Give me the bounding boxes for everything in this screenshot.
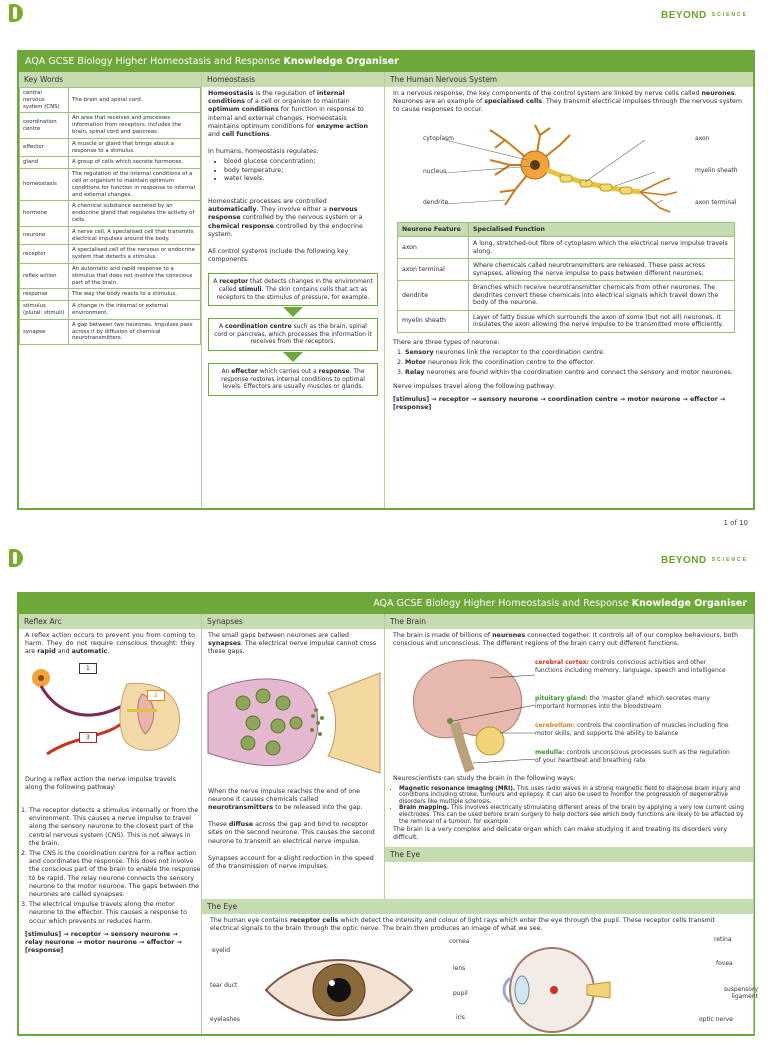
reflex-pathway-intro: During a reflex action the nerve impulse travels along the following pathway: [25, 775, 176, 791]
brain-intro: The brain is made of billions of neurones connected together. It controls all of our complex behaviours, both conscious and unconscious. The different regions of the brain carry out different functions. [393, 632, 738, 648]
table-row [20, 113, 201, 138]
brain-part-medulla: medulla: controls unconscious processes such as the regulation of your heartbeat and breathing rate [535, 749, 730, 765]
page-number: 1 of 10 [723, 519, 748, 527]
keyword-definition: A change in the internal or external environment. [69, 301, 201, 320]
pathway-intro: Nerve impulses travel along the following pathway: [393, 383, 555, 391]
neurone-feature: myelin sheath [398, 310, 469, 332]
eye-section [202, 899, 758, 1034]
eye-label: optic nerve [699, 1016, 733, 1024]
table-row [398, 281, 735, 311]
table-row [20, 245, 201, 264]
neurone-label: dendrite [423, 198, 449, 206]
table-row [20, 226, 201, 245]
brain-part-cerebellum: cerebellum: controls the coordination of muscles including fine motor skills, and supports the ability to balance [535, 722, 729, 738]
reflex-arc-diagram [19, 660, 201, 764]
table-header: Neurone Feature [398, 222, 469, 237]
brain-complex-note: The brain is a very complex and delicate organ which can make studying it and treating its disorders very difficult. [393, 826, 728, 842]
keyword-term: gland [20, 157, 69, 169]
table-header: Specialised Function [469, 222, 735, 237]
table-row [20, 157, 201, 169]
eye-label: suspensory ligament [723, 986, 758, 1001]
eye-label: eyelashes [210, 1016, 241, 1024]
keyword-term: effector [20, 138, 69, 157]
keyword-term: stimulus (plural: stimuli) [20, 301, 69, 320]
section-heading: Reflex Arc [19, 614, 201, 629]
table-row [20, 201, 201, 226]
brain-study-list [399, 786, 753, 826]
section-heading: Key Words [19, 72, 201, 87]
brain-diagram [385, 651, 753, 771]
list-item: • blood glucose concentration; [224, 158, 378, 166]
down-arrow-icon [283, 307, 303, 317]
section-heading: Synapses [202, 614, 384, 629]
brain-study-intro: Neuroscientists can study the brain in the following ways: [393, 775, 576, 783]
page-title: AQA GCSE Biology Higher Homeostasis and Response Knowledge Organiser [19, 52, 753, 72]
keyword-definition: An area that receives and processes information from receptors. Includes the brain, spinal cord and pancreas. [69, 113, 201, 138]
neurone-function: Where chemicals called neurotransmitters are released. These pass across synapses, allowing the nerve impulse to pass between different neurones. [469, 259, 735, 281]
list-item: • Brain mapping. This involves electrically stimulating different areas of the brain by applying a very low current using electrodes. This can be used before brain surgery to help doctors see which body functions are likely to be affected by the removal of a tumour, for example. [399, 805, 745, 825]
regulated-list [224, 158, 378, 183]
section-heading: The Human Nervous System [385, 72, 753, 87]
keyword-definition: A chemical substance secreted by an endocrine gland that regulates the activity of cells. [69, 201, 201, 226]
keyword-definition: A gap between two neurones. Impulses pass across it by diffusion of chemical neurotransmitters. [69, 319, 201, 344]
synapse-neurotransmitters: When the nerve impulse reaches the end of one neurone it causes chemicals called neurotransmitters to be released into the gap. [208, 787, 363, 812]
neurone-feature: dendrite [398, 281, 469, 311]
table-row [398, 237, 735, 259]
table-header-row [398, 222, 735, 237]
keyword-definition: A muscle or gland that brings about a response to a stimulus. [69, 138, 201, 157]
table-row [398, 259, 735, 281]
neurone-label: axon [695, 134, 710, 142]
reflex-step-1-badge: 1 [79, 663, 97, 674]
brain-part-cerebral-cortex: cerebral cortex: controls conscious activities and other functions including memory, language, speech and intelligence [535, 659, 726, 675]
synapses-intro: The small gaps between neurones are called synapses. The electrical nerve impulse cannot cross these gaps. [208, 632, 377, 656]
synapse-illustration [208, 668, 380, 776]
eye-diagram [202, 936, 758, 1046]
neurone-function: Branches which receive neurotransmitter chemicals from other neurones. The dendrites convert these chemicals into electrical signals which travel down the body of the neurone. [469, 281, 735, 311]
reflex-intro: A reflex action occurs to prevent you from coming to harm. They do not require conscious thought: they are rapid and automatic. [25, 632, 195, 656]
list-item: 2. The CNS is the coordination centre for a reflex action and coordinates the response. This does not involve the conscious part of the brain to enable the response to be rapid. The relay neurone connects the sensory neurone to the motor neurone. The gaps between the neurones are called synapses. [29, 850, 201, 899]
keyword-term: reflex action [20, 263, 69, 288]
neurone-label: axon terminal [695, 198, 737, 206]
table-row [20, 289, 201, 301]
eye-intro: The human eye contains receptor cells which detect the intensity and colour of light rays which enter the eye through the pupil. These receptor cells transmit electrical signals to the brain through the optic nerve. The brain then produces an image of what we see. [210, 917, 715, 933]
keyword-definition: The regulation of the internal conditions of a cell or organism to maintain optimum conditions for function in response to internal and external changes. [69, 169, 201, 201]
reflex-step-3-badge: 3 [79, 732, 97, 743]
list-item: • water levels. [224, 175, 378, 183]
page-title: AQA GCSE Biology Higher Homeostasis and Response Knowledge Organiser [19, 594, 753, 614]
table-row [20, 169, 201, 201]
list-item: 2. Motor neurones link the coordination centre to the effector. [405, 359, 745, 367]
neurone-feature: axon terminal [398, 259, 469, 281]
table-row [20, 319, 201, 344]
key-words-table [19, 87, 201, 345]
keyword-term: receptor [20, 245, 69, 264]
control-components: All control systems include the following key components: [208, 248, 349, 264]
synapse-speed: Synapses account for a slight reduction in the speed of the transmission of nerve impulses. [208, 854, 374, 871]
external-eye-illustration [264, 950, 414, 1030]
table-row [398, 310, 735, 332]
nervous-system-intro: In a nervous response, the key components of the control system are linked by nerve cells called neurones. Neurones are an example of specialised cells. They transmit electrical impulses through the nervous system to cause responses to occur. [393, 90, 743, 114]
table-row [20, 301, 201, 320]
table-row [20, 263, 201, 288]
neurone-illustration [465, 120, 695, 215]
knowledge-organiser-page-1 [17, 50, 755, 510]
keyword-term: central nervous system (CNS) [20, 88, 69, 113]
table-row [20, 138, 201, 157]
neurone-label: cytoplasm [423, 134, 454, 142]
homeostasis-column [202, 72, 385, 508]
section-heading: The Brain [385, 614, 753, 629]
synapse-diffuse: These diffuse across the gap and bind to receptor sites on the second neurone. This causes the second neurone to transmit an electrical nerve impulse. [208, 821, 375, 845]
reflex-steps-list [29, 797, 201, 926]
eye-label: eyelid [212, 947, 231, 955]
homeostasis-regulates: In humans, homeostasis regulates: • blood glucose concentration; • body temperature; • water levels. [202, 142, 384, 186]
keyword-definition: A nerve cell. A specialised cell that transmits electrical impulses around the body. [69, 226, 201, 245]
receptor-box: A receptor that detects changes in the environment called stimuli. The skin contains cells that act as receptors to the stimulus of pressure, for example. [208, 273, 378, 306]
eye-label: iris [456, 1014, 465, 1022]
eye-label: lens [453, 965, 466, 973]
reflex-step-2-badge: 2 [147, 690, 165, 701]
neurone-function: A long, stretched-out fibre of cytoplasm which the electrical nerve impulse travels along. [469, 237, 735, 259]
brain-part-pituitary-gland: pituitary gland: the 'master gland' which secretes many important hormones into the bloodstream [535, 695, 710, 711]
neurone-types-list [405, 349, 745, 378]
list-item: 1. The receptor detects a stimulus internally or from the environment. This causes a nerve impulse to travel along the sensory neurone to the closest part of the central nervous system (CNS). This is not always in the brain. [29, 807, 201, 848]
eye-label: fovea [716, 960, 733, 968]
brand-name: BEYOND SCIENCE [660, 10, 748, 21]
neurone-types: There are three types of neurone: 1. Sensory neurones link the receptor to the coordination centre. 2. Motor neurones link the coordination centre to the effector. 3. Relay neurones are found within the coordination centre and connect the sensory and motor neurones. [385, 333, 753, 378]
keyword-term: homeostasis [20, 169, 69, 201]
homeostasis-intro: Homeostasis is the regulation of internal conditions of a cell or organism to maintain optimum conditions for function in response to internal and external changes. Homeostasis maintains optimum conditions for enzyme action and cell functions. [208, 90, 368, 139]
section-heading: The Eye [202, 899, 753, 914]
brand-logo-icon [9, 549, 23, 567]
neurone-diagram [385, 118, 753, 218]
brand-logo-icon [9, 4, 23, 22]
keyword-term: synapse [20, 319, 69, 344]
neurone-feature: axon [398, 237, 469, 259]
neurone-function: Layer of fatty tissue which surrounds the axon of some (but not all) neurones. It insulates the axon allowing the nerve impulse to be transmitted more efficiently. [469, 310, 735, 332]
list-item: 1. Sensory neurones link the receptor to the coordination centre. [405, 349, 745, 357]
neurone-label: nucleus [423, 167, 447, 175]
brain-illustration [395, 653, 535, 771]
list-item: 3. Relay neurones are found within the coordination centre and connect the sensory and motor neurones. [405, 369, 745, 377]
keyword-definition: The brain and spinal cord. [69, 88, 201, 113]
keyword-definition: A group of cells which secrete hormones. [69, 157, 201, 169]
down-arrow-icon [283, 352, 303, 362]
section-heading: The Eye [385, 847, 753, 862]
keyword-term: coordination centre [20, 113, 69, 138]
list-item: • body temperature; [224, 167, 378, 175]
eye-label: tear duct [210, 982, 238, 990]
eye-label: pupil [453, 990, 468, 998]
section-heading: Homeostasis [202, 72, 384, 87]
key-words-column [19, 72, 202, 508]
coordination-centre-box: A coordination centre such as the brain, spinal cord or pancreas, which processes the information it receives from the receptors. [208, 318, 378, 351]
neurone-feature-table [397, 222, 735, 333]
list-item: 3. The electrical impulse travels along the motor neurone to the effector. This causes a response to occur which prevents or reduces harm. [29, 901, 201, 926]
keyword-definition: The way the body reacts to a stimulus. [69, 289, 201, 301]
eye-label: retina [714, 936, 732, 944]
keyword-definition: A specialised cell of the nervous or endocrine system that detects a stimulus. [69, 245, 201, 264]
keyword-term: hormone [20, 201, 69, 226]
neurone-label: myelin sheath [695, 166, 738, 174]
brand-name: BEYOND SCIENCE [660, 555, 748, 566]
eye-label: cornea [449, 938, 470, 946]
effector-box: An effector which carries out a response. The response restores internal conditions to optimal levels. Effectors are usually muscles or glands. [208, 363, 378, 396]
pathway: [stimulus] → receptor → sensory neurone → coordination centre → motor neurone → effector → [response] [393, 395, 726, 411]
reflex-pathway: [stimulus] → receptor → sensory neurone → relay neurone → motor neurone → effector → [response] [25, 930, 182, 955]
reflex-arc-illustration [27, 664, 192, 760]
knowledge-organiser-page-2 [17, 592, 758, 1036]
keyword-term: response [20, 289, 69, 301]
reflex-arc-column [19, 614, 202, 1034]
homeostasis-automatic: Homeostatic processes are controlled automatically. They involve either a nervous response controlled by the nervous system or a chemical response controlled by the endocrine system. [208, 198, 363, 238]
list-item: • Magnetic resonance imaging (MRI). This uses radio waves in a strong magnetic field to diagnose brain injury and conditions including stroke, tumours and epilepsy. It can also be used to monitor the progression of degenerative disorders like multiple sclerosis. [399, 786, 745, 806]
keyword-definition: An automatic and rapid response to a stimulus that does not involve the conscious part of the brain. [69, 263, 201, 288]
nervous-system-column [385, 72, 753, 508]
keyword-term: neurone [20, 226, 69, 245]
eye-cross-section-illustration [492, 940, 612, 1040]
table-row [20, 88, 201, 113]
